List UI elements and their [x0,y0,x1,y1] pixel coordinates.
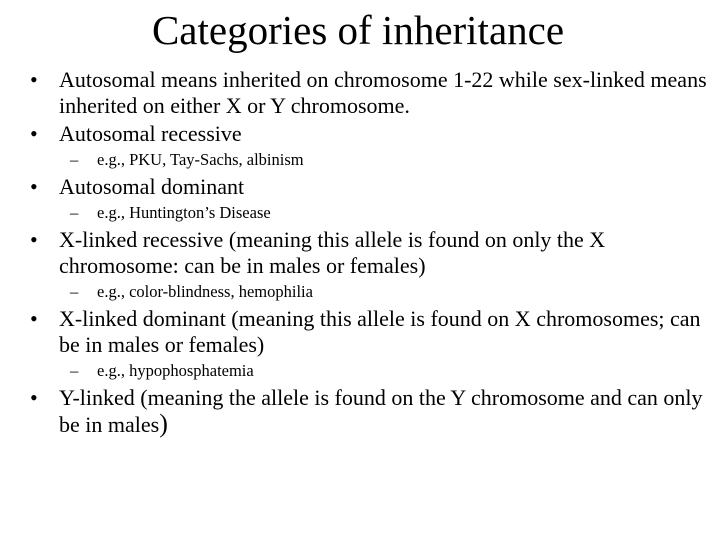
sub-item-text: e.g., hypophosphatemia [97,361,254,380]
dash-icon: – [70,361,79,380]
sub-item-text: e.g., PKU, Tay-Sachs, albinism [97,150,304,169]
bullet-item-autosomal-dominant [30,174,710,200]
sub-item-x-linked-recessive-examples [30,281,710,303]
bullet-text: Autosomal recessive [59,121,242,146]
bullet-icon: • [30,121,38,146]
bullet-item-autosomal-recessive [30,121,710,147]
sub-item-text: e.g., color-blindness, hemophilia [97,282,313,301]
bullet-icon: • [30,306,38,331]
sub-item-text: e.g., Huntington’s Disease [97,203,271,222]
sub-item-x-linked-dominant-examples [30,360,710,382]
bullet-icon: • [30,385,38,410]
bullet-text: X-linked dominant (meaning this allele is found on X chromosomes; can be in males or females) [59,306,701,357]
sub-item-autosomal-dominant-examples [30,202,710,224]
slide-title: Categories of inheritance [151,7,565,53]
bullet-text: X-linked recessive (meaning this allele is found on only the X chromosome: can be in males or females) [59,227,606,278]
bullet-icon: • [30,227,38,252]
bullet-item-x-linked-recessive [30,227,710,279]
bullet-item-y-linked [30,385,710,438]
bullet-text: Autosomal dominant [59,174,245,199]
bullet-text: Autosomal means inherited on chromosome 1-22 while sex-linked means inherited on either X or Y chromosome. [59,67,707,118]
closing-parenthesis: ) [159,409,168,438]
dash-icon: – [70,203,79,222]
bullet-icon: • [30,174,38,199]
bullet-item-x-linked-dominant [30,306,710,358]
bullet-list [30,67,710,440]
sub-item-autosomal-recessive-examples [30,149,710,171]
bullet-item-autosomal-definition [30,67,710,119]
bullet-icon: • [30,67,38,92]
bullet-text: Y-linked (meaning the allele is found on the Y chromosome and can only be in males [59,385,703,437]
dash-icon: – [70,282,79,301]
dash-icon: – [70,150,79,169]
